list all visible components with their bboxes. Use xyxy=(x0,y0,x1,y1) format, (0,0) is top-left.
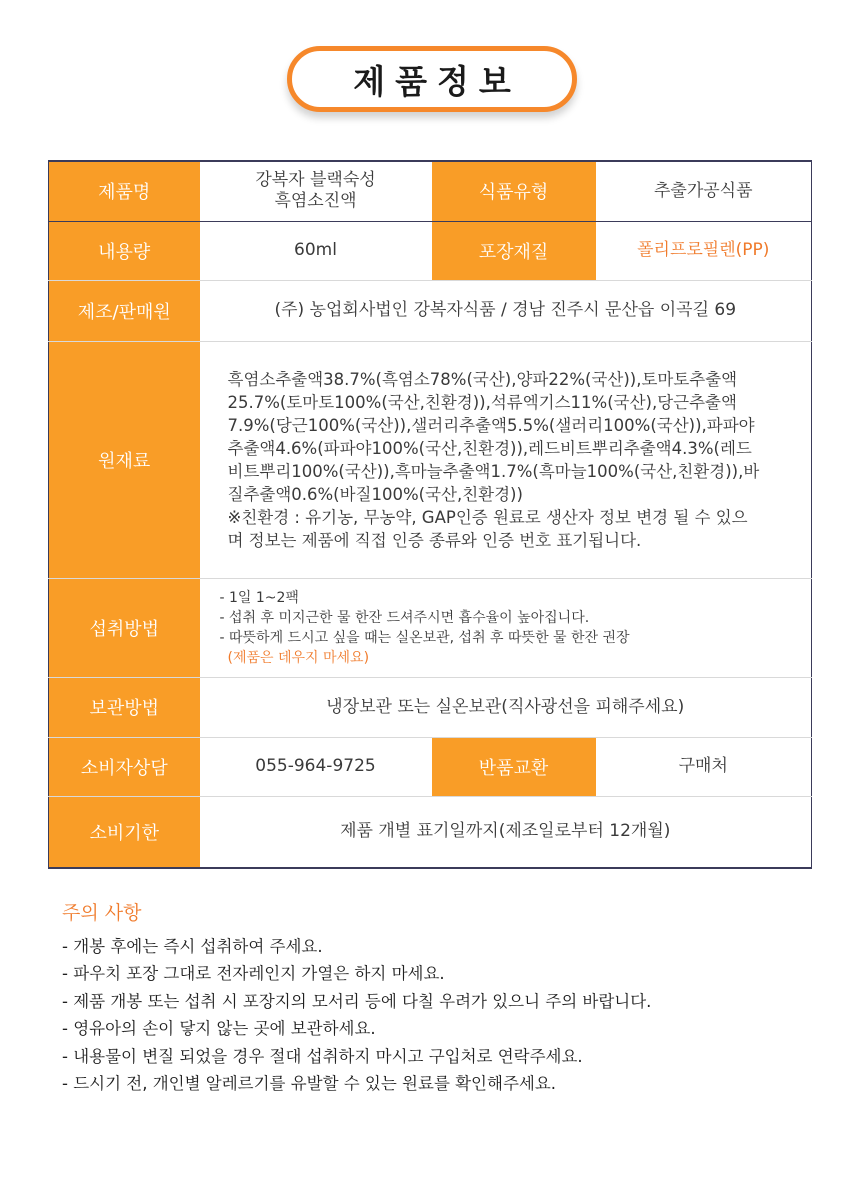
volume-value: 60ml xyxy=(200,221,432,280)
ingredients-line: 흑염소추출액38.7%(흑염소78%(국산),양파22%(국산)),토마토추출액 xyxy=(227,369,738,389)
caution-item: - 내용물이 변질 되었을 경우 절대 섭취하지 마시고 구입처로 연락주세요. xyxy=(62,1046,583,1066)
caution-title: 주의 사항 xyxy=(62,902,142,924)
caution-item: - 제품 개봉 또는 섭취 시 포장지의 모서리 등에 다칠 우려가 있으니 주의 바랍니다. xyxy=(62,991,652,1011)
storage-value: 냉장보관 또는 실온보관(직사광선을 피해주세요) xyxy=(200,677,812,737)
ingredients-text xyxy=(210,368,802,552)
caution-list xyxy=(62,933,822,1097)
manufacturer-value: (주) 농업회사법인 강복자식품 / 경남 진주시 문산읍 이곡길 69 xyxy=(200,280,812,341)
row-ingredients xyxy=(49,341,812,578)
row-intake xyxy=(49,578,812,677)
storage-label: 보관방법 xyxy=(49,677,200,737)
intake-value xyxy=(200,578,812,677)
ingredients-line: ※친환경 : 유기농, 무농약, GAP인증 원료로 생산자 정보 변경 될 수 있으 xyxy=(227,507,748,527)
caution-section xyxy=(62,898,822,1097)
product-name-line: 강복자 블랙숙성 xyxy=(255,170,376,191)
caution-item: - 개봉 후에는 즉시 섭취하여 주세요. xyxy=(62,937,323,956)
row-product-name xyxy=(49,161,812,221)
row-consult xyxy=(49,737,812,796)
consult-label: 소비자상담 xyxy=(49,737,200,796)
packaging-label: 포장재질 xyxy=(432,221,596,280)
ingredients-value xyxy=(200,341,812,578)
intake-label: 섭취방법 xyxy=(49,578,200,677)
product-name-label: 제품명 xyxy=(49,161,200,221)
ingredients-line: 7.9%(당근100%(국산)),샐러리추출액5.5%(샐러리100%(국산)),파파야 xyxy=(227,415,755,435)
caution-item: - 파우치 포장 그대로 전자레인지 가열은 하지 마세요. xyxy=(62,964,445,984)
row-expiry xyxy=(49,796,812,868)
food-type-label: 식품유형 xyxy=(432,161,596,221)
product-name-value xyxy=(200,161,432,221)
product-name-line: 흑염소진액 xyxy=(274,191,357,212)
return-value: 구매처 xyxy=(596,737,812,796)
packaging-value: 폴리프로필렌(PP) xyxy=(596,221,812,280)
ingredients-line: 질추출액0.6%(바질100%(국산,친환경)) xyxy=(227,484,523,504)
product-info-table xyxy=(48,160,812,869)
ingredients-line: 25.7%(토마토100%(국산,친환경)),석류엑기스11%(국산),당근추출액 xyxy=(227,392,737,412)
intake-text xyxy=(210,588,802,668)
intake-line: - 1일 1~2팩 xyxy=(219,589,299,606)
caution-item: - 영유아의 손이 닿지 않는 곳에 보관하세요. xyxy=(62,1019,376,1039)
ingredients-label: 원재료 xyxy=(49,341,200,578)
intake-line: - 섭취 후 미지근한 물 한잔 드셔주시면 흡수율이 높아집니다. xyxy=(219,609,590,626)
intake-line: - 따뜻하게 드시고 싶을 때는 실온보관, 섭취 후 따뜻한 물 한잔 권장 xyxy=(219,629,630,646)
ingredients-line: 며 정보는 제품에 직접 인증 종류와 인증 번호 표기됩니다. xyxy=(227,530,642,550)
row-storage xyxy=(49,677,812,737)
caution-item: - 드시기 전, 개인별 알레르기를 유발할 수 있는 원료를 확인해주세요. xyxy=(62,1074,557,1094)
volume-label: 내용량 xyxy=(49,221,200,280)
ingredients-line: 추출액4.6%(파파야100%(국산,친환경)),레드비트뿌리추출액4.3%(레드 xyxy=(227,438,752,458)
consult-value: 055-964-9725 xyxy=(200,737,432,796)
row-manufacturer xyxy=(49,280,812,341)
return-label: 반품교환 xyxy=(432,737,596,796)
expiry-label: 소비기한 xyxy=(49,796,200,868)
intake-warning: (제품은 데우지 마세요) xyxy=(227,649,370,666)
ingredients-line: 비트뿌리100%(국산)),흑마늘추출액1.7%(흑마늘100%(국산,친환경)),바 xyxy=(227,461,760,481)
expiry-value: 제품 개별 표기일까지(제조일로부터 12개월) xyxy=(200,796,812,868)
food-type-value: 추출가공식품 xyxy=(596,161,812,221)
manufacturer-label: 제조/판매원 xyxy=(49,280,200,341)
row-volume xyxy=(49,221,812,280)
page-title: 제품정보 xyxy=(287,46,577,112)
